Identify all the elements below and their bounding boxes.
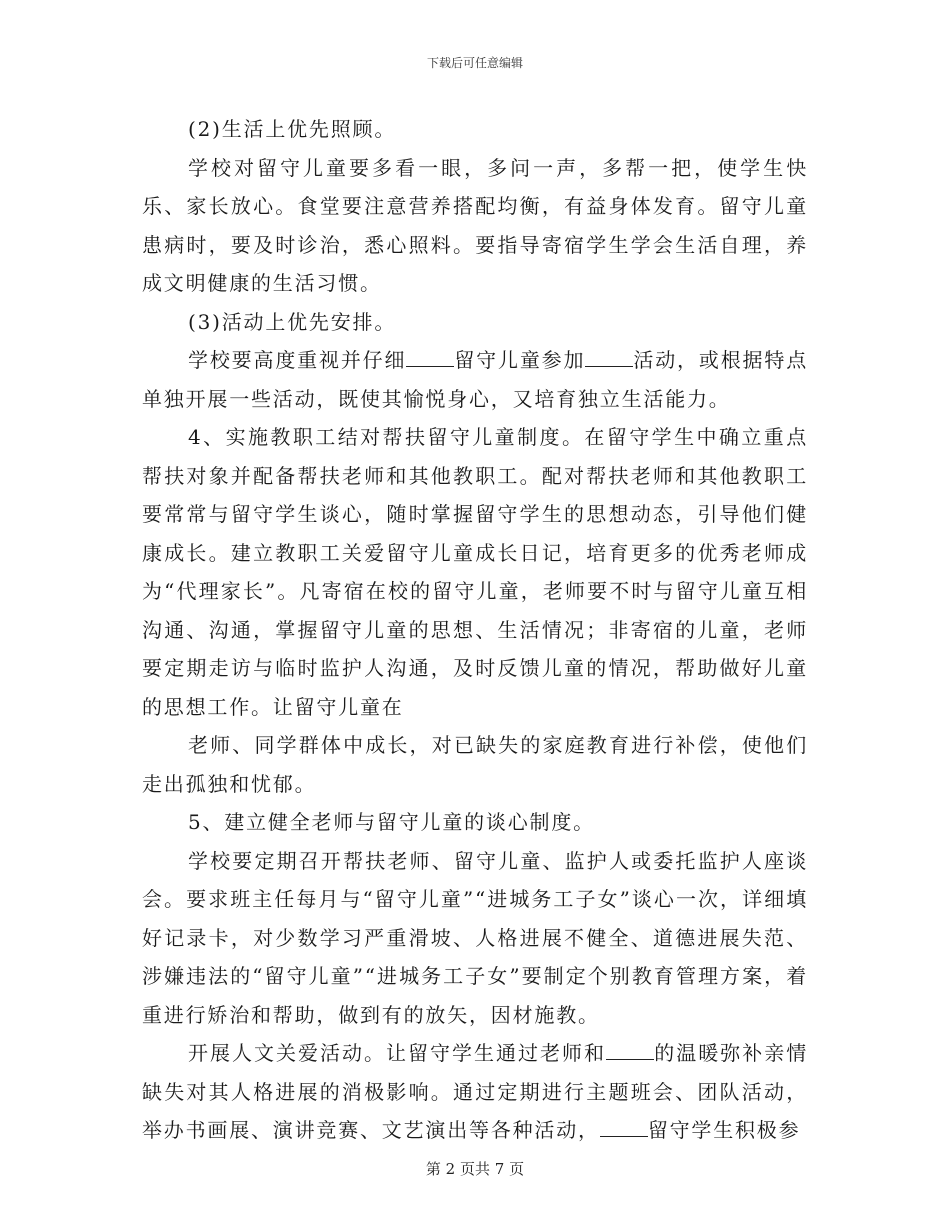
text-segment: 学校要高度重视并仔细 bbox=[188, 348, 407, 372]
section-heading-2: (2)生活上优先照顾。 bbox=[188, 117, 397, 141]
section-heading-3: (3)活动上优先安排。 bbox=[188, 309, 397, 334]
fill-blank bbox=[606, 1041, 654, 1060]
paragraph-talk-system: 学校要定期召开帮扶老师、留守儿童、监护人或委托监护人座谈会。要求班主任每月与“留守儿童”“进城务工子女”谈心一次，详细填好记录卡，对少数学习严重滑坡、人格进展不健全、道德进展失范、涉嫌违法的“留守儿童”“进城务工子女”要制定个别教育管理方案，着重进行矫治和帮助，做到有的放矢，因材施教。 bbox=[142, 848, 808, 1027]
paragraph-life-care: 学校对留守儿童要多看一眼，多问一声，多帮一把，使学生快乐、家长放心。食堂要注意营养搭配均衡，有益身体发育。留守儿童患病时，要及时诊治，悉心照料。要指导寄宿学生学会生活自理，养成文明健康的生活习惯。 bbox=[142, 155, 808, 295]
section-heading-5: 5、建立健全老师与留守儿童的谈心制度。 bbox=[188, 810, 595, 834]
text-segment: 留守学生积极参 bbox=[647, 1118, 801, 1142]
paragraph-activity bbox=[142, 341, 808, 418]
paragraph-section-4: 4、实施教职工结对帮扶留守儿童制度。在留守学生中确立重点帮扶对象并配备帮扶老师和其他教职工。配对帮扶老师和其他教职工要常常与留守学生谈心，随时掌握留守学生的思想动态，引导他们健康成长。建立教职工关爱留守儿童成长日记，培育更多的优秀老师成为“代理家长”。凡寄宿在校的留守儿童，老师要不时与留守儿童互相沟通、沟通，掌握留守儿童的思想、生活情况；非寄宿的儿童，老师要定期走访与临时监护人沟通，及时反馈儿童的情况，帮助做好儿童的思想工作。让留守儿童在 bbox=[142, 425, 808, 719]
fill-blank bbox=[406, 348, 454, 367]
document-body bbox=[142, 110, 808, 1150]
text-segment: 的温暖弥补亲情缺失对其人格进展的消极影响。通过定期进行主题班会、团队活动，举办书画展、演讲竞赛、文艺演出等各种活动， bbox=[142, 1041, 808, 1142]
fill-blank bbox=[600, 1118, 648, 1137]
paragraph-humanistic-care bbox=[142, 1034, 808, 1150]
page-footer: 第 2 页共 7 页 bbox=[425, 1160, 525, 1178]
text-segment: 开展人文关爱活动。让留守学生通过老师和 bbox=[188, 1041, 606, 1065]
fill-blank bbox=[585, 348, 633, 367]
page-header: 下载后可任意编辑 bbox=[426, 56, 523, 70]
paragraph-continuation: 老师、同学群体中成长，对已缺失的家庭教育进行补偿，使他们走出孤独和忧郁。 bbox=[142, 733, 808, 796]
text-segment: 留守儿童参加 bbox=[454, 348, 586, 372]
text-segment: 活动，或根据特点单独开展一些活动，既使其愉悦身心，又培育独立生活能力。 bbox=[142, 348, 808, 411]
